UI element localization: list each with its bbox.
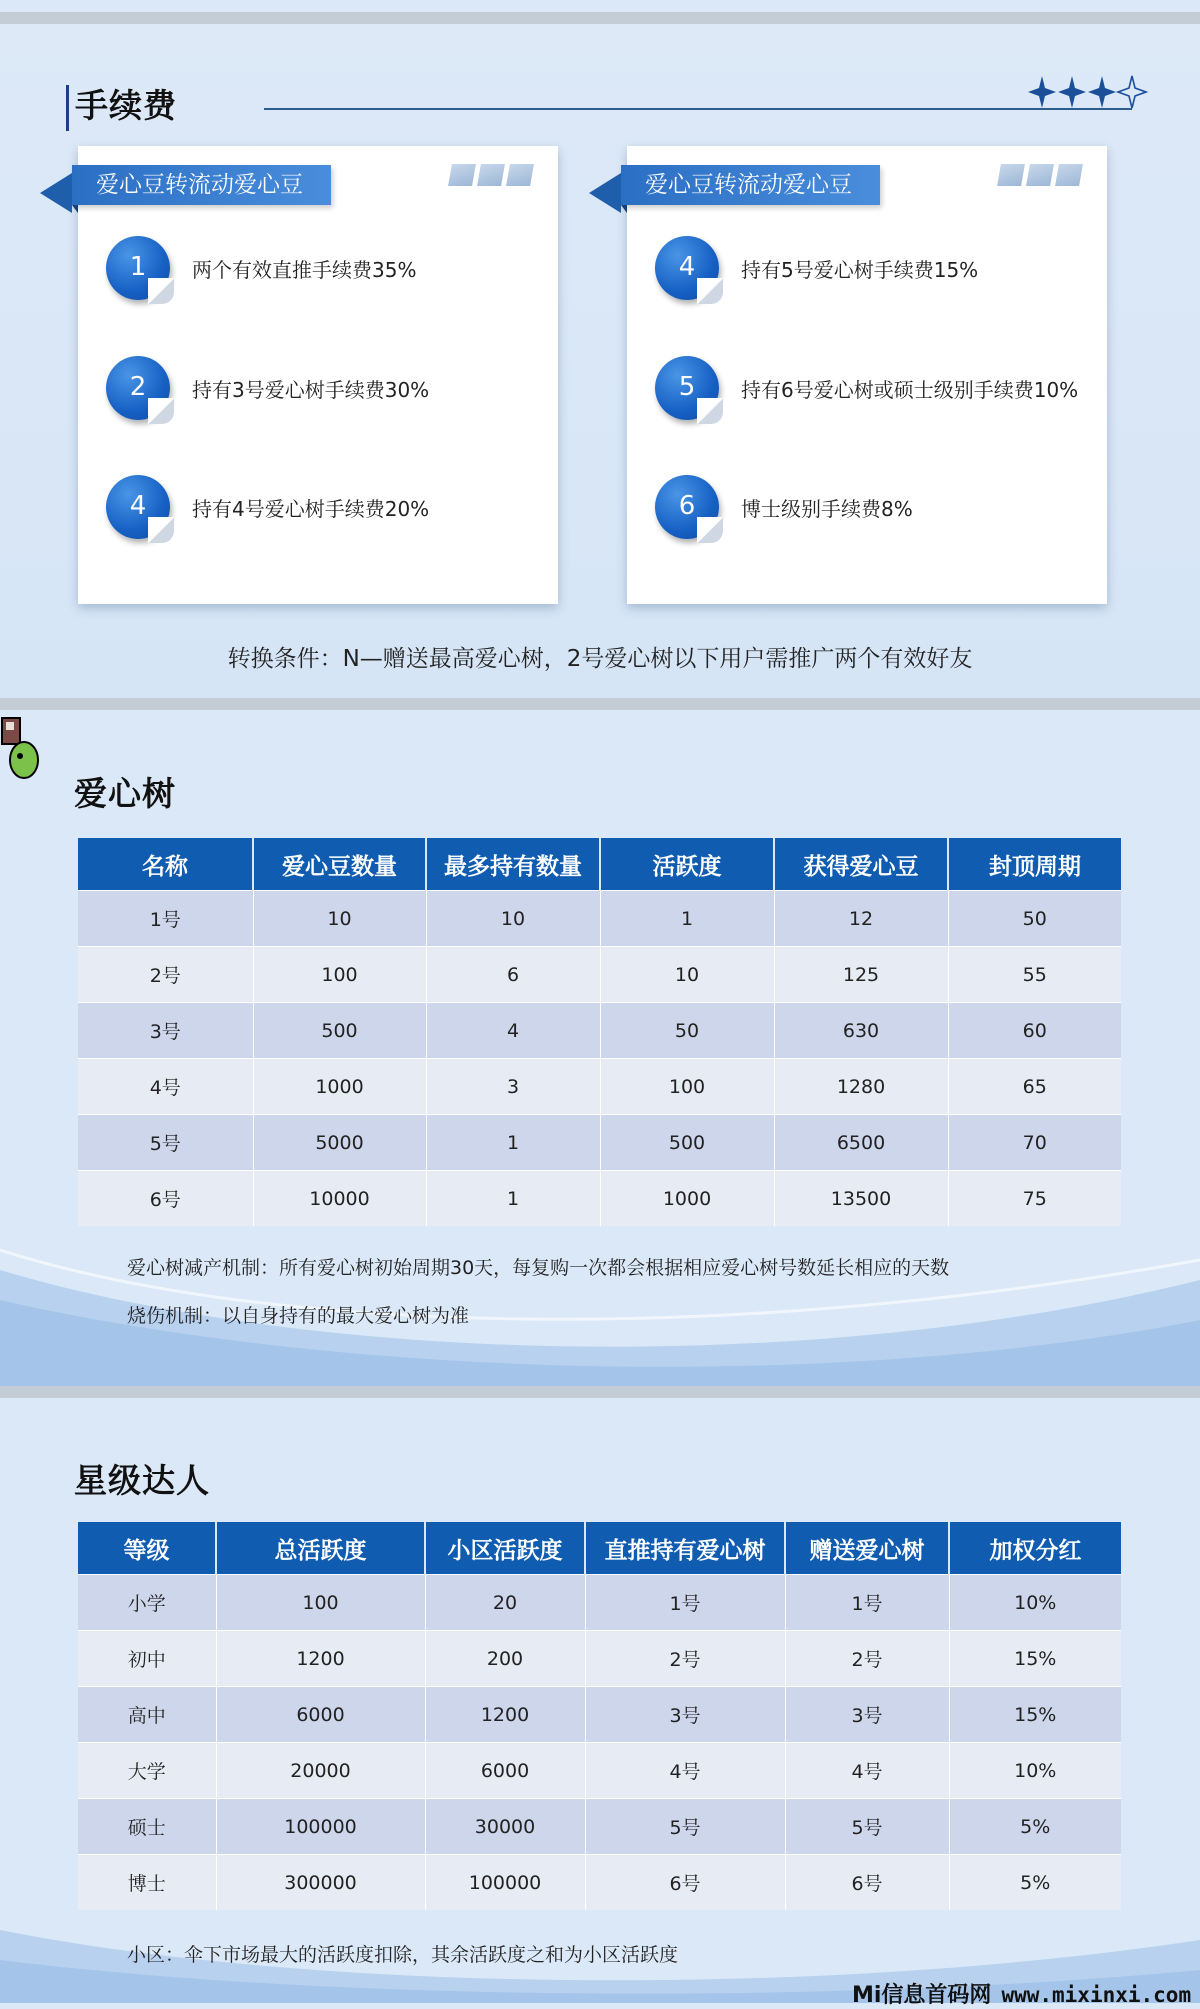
table-cell: 55: [948, 947, 1121, 1003]
conversion-note: 转换条件：N—赠送最高爱心树，2号爱心树以下用户需推广两个有效好友: [227, 646, 973, 672]
stars-icon: [1028, 72, 1158, 112]
number-badge: 5: [655, 356, 719, 420]
column-header: 爱心豆数量: [253, 838, 426, 891]
table-cell: 100000: [216, 1799, 425, 1855]
table-cell: 100: [253, 947, 426, 1003]
fee-item-text: 持有6号爱心树或硕士级别手续费10%: [741, 378, 1079, 402]
table-cell: 6号: [78, 1171, 253, 1227]
table-cell: 100000: [425, 1855, 585, 1911]
table-row: [78, 891, 1121, 947]
district-note: 小区：伞下市场最大的活跃度扣除，其余活跃度之和为小区活跃度: [127, 1944, 679, 1966]
table-cell: 5%: [949, 1855, 1121, 1911]
fee-item: [106, 475, 546, 545]
table-cell: 630: [774, 1003, 948, 1059]
number-badge: 4: [655, 236, 719, 300]
table-cell: 10%: [949, 1575, 1121, 1631]
ribbon-fold-shadow: [621, 205, 627, 213]
number-badge: 4: [106, 475, 170, 539]
column-header: 活跃度: [600, 838, 774, 891]
table-header-row: [78, 838, 1121, 891]
table-cell: 100: [216, 1575, 425, 1631]
table-cell: 1: [600, 891, 774, 947]
table-cell: 5%: [949, 1799, 1121, 1855]
table-cell: 20: [425, 1575, 585, 1631]
table-cell: 500: [253, 1003, 426, 1059]
fee-item-text: 持有4号爱心树手续费20%: [192, 497, 430, 521]
watermark-url: www.mixinxi.com: [1001, 1983, 1192, 2007]
table-cell: 6500: [774, 1115, 948, 1171]
fee-item: [655, 236, 1095, 306]
column-header: 最多持有数量: [426, 838, 600, 891]
table-cell: 初中: [78, 1631, 216, 1687]
table-row: [78, 1003, 1121, 1059]
table-cell: 4号: [785, 1743, 949, 1799]
table-cell: 1280: [774, 1059, 948, 1115]
tree-table: [78, 838, 1121, 1226]
table-cell: 70: [948, 1115, 1121, 1171]
table-cell: 15%: [949, 1631, 1121, 1687]
fees-title: 手续费: [75, 86, 177, 125]
fee-card-1: [78, 146, 558, 604]
table-cell: 10: [253, 891, 426, 947]
table-cell: 1200: [425, 1687, 585, 1743]
column-header: 赠送爱心树: [785, 1522, 949, 1575]
table-cell: 硕士: [78, 1799, 216, 1855]
top-divider: [0, 12, 1200, 24]
table-row: [78, 1171, 1121, 1227]
column-header: 加权分红: [949, 1522, 1121, 1575]
table-cell: 200: [425, 1631, 585, 1687]
table-cell: 1: [426, 1171, 600, 1227]
table-cell: 75: [948, 1171, 1121, 1227]
column-header: 等级: [78, 1522, 216, 1575]
fee-card-2-tag-label: 爱心豆转流动爱心豆: [645, 172, 852, 198]
section-divider: [0, 1386, 1200, 1398]
table-cell: 2号: [785, 1631, 949, 1687]
table-cell: 4号: [78, 1059, 253, 1115]
star-title: 星级达人: [74, 1461, 210, 1500]
column-header: 名称: [78, 838, 253, 891]
table-header-row: [78, 1522, 1121, 1575]
fee-card-1-tag: [72, 165, 331, 205]
table-cell: 5号: [78, 1115, 253, 1171]
tree-burn-note: 烧伤机制：以自身持有的最大爱心树为准: [127, 1305, 470, 1327]
fee-card-2: [627, 146, 1107, 604]
table-cell: 小学: [78, 1575, 216, 1631]
table-cell: 2号: [585, 1631, 785, 1687]
table-row: [78, 1115, 1121, 1171]
column-header: 直推持有爱心树: [585, 1522, 785, 1575]
table-cell: 4: [426, 1003, 600, 1059]
section-divider: [0, 698, 1200, 710]
table-row: [78, 1687, 1121, 1743]
fee-item: [106, 236, 546, 306]
table-row: [78, 947, 1121, 1003]
table-cell: 4号: [585, 1743, 785, 1799]
table-cell: 500: [600, 1115, 774, 1171]
number-badge: 1: [106, 236, 170, 300]
table-row: [78, 1059, 1121, 1115]
watermark: [852, 1978, 1191, 2009]
table-cell: 50: [948, 891, 1121, 947]
column-header: 获得爱心豆: [774, 838, 948, 891]
table-cell: 6000: [425, 1743, 585, 1799]
table-cell: 60: [948, 1003, 1121, 1059]
table-cell: 65: [948, 1059, 1121, 1115]
table-row: [78, 1799, 1121, 1855]
table-cell: 13500: [774, 1171, 948, 1227]
fee-item-text: 持有3号爱心树手续费30%: [192, 378, 430, 402]
table-cell: 1200: [216, 1631, 425, 1687]
table-row: [78, 1631, 1121, 1687]
number-badge: 6: [655, 475, 719, 539]
table-cell: 10: [426, 891, 600, 947]
table-cell: 15%: [949, 1687, 1121, 1743]
fees-title-bar: [66, 85, 69, 131]
fee-item: [106, 356, 546, 426]
table-cell: 5号: [585, 1799, 785, 1855]
table-cell: 博士: [78, 1855, 216, 1911]
fee-item: [655, 356, 1095, 426]
tree-title: 爱心树: [74, 774, 176, 813]
table-cell: 6: [426, 947, 600, 1003]
fee-item: [655, 475, 1095, 545]
watermark-brand: Mi信息首码网: [852, 1983, 992, 2008]
table-cell: 10%: [949, 1743, 1121, 1799]
table-cell: 12: [774, 891, 948, 947]
decor-squares-icon: [994, 164, 1081, 190]
table-cell: 高中: [78, 1687, 216, 1743]
table-cell: 30000: [425, 1799, 585, 1855]
table-row: [78, 1743, 1121, 1799]
ribbon-fold: [40, 173, 72, 213]
table-cell: 125: [774, 947, 948, 1003]
ribbon-fold-shadow: [72, 205, 78, 213]
table-cell: 大学: [78, 1743, 216, 1799]
table-row: [78, 1855, 1121, 1911]
table-cell: 6号: [785, 1855, 949, 1911]
decor-squares-icon: [445, 164, 532, 190]
fee-item-text: 持有5号爱心树手续费15%: [741, 258, 979, 282]
fees-title-line: [264, 108, 1132, 110]
table-cell: 1000: [600, 1171, 774, 1227]
table-cell: 50: [600, 1003, 774, 1059]
table-cell: 2号: [78, 947, 253, 1003]
tree-reduction-note: 爱心树减产机制：所有爱心树初始周期30天，每复购一次都会根据相应爱心树号数延长相应的天数: [127, 1257, 950, 1279]
table-cell: 1: [426, 1115, 600, 1171]
fee-item-text: 博士级别手续费8%: [741, 497, 913, 521]
table-cell: 1号: [585, 1575, 785, 1631]
table-cell: 3号: [785, 1687, 949, 1743]
number-badge: 2: [106, 356, 170, 420]
fee-card-1-tag-label: 爱心豆转流动爱心豆: [96, 172, 303, 198]
column-header: 总活跃度: [216, 1522, 425, 1575]
table-cell: 20000: [216, 1743, 425, 1799]
table-cell: 1号: [78, 891, 253, 947]
table-cell: 1号: [785, 1575, 949, 1631]
fee-item-text: 两个有效直推手续费35%: [192, 258, 417, 282]
table-cell: 5000: [253, 1115, 426, 1171]
table-cell: 10000: [253, 1171, 426, 1227]
table-cell: 100: [600, 1059, 774, 1115]
fee-card-2-tag: [621, 165, 880, 205]
star-table: [78, 1522, 1121, 1910]
table-row: [78, 1575, 1121, 1631]
table-cell: 10: [600, 947, 774, 1003]
table-cell: 300000: [216, 1855, 425, 1911]
table-cell: 3号: [585, 1687, 785, 1743]
ribbon-fold: [589, 173, 621, 213]
table-cell: 6号: [585, 1855, 785, 1911]
column-header: 封顶周期: [948, 838, 1121, 891]
table-cell: 6000: [216, 1687, 425, 1743]
mascot-icon: [0, 712, 46, 788]
table-cell: 3: [426, 1059, 600, 1115]
table-cell: 3号: [78, 1003, 253, 1059]
column-header: 小区活跃度: [425, 1522, 585, 1575]
table-cell: 1000: [253, 1059, 426, 1115]
table-cell: 5号: [785, 1799, 949, 1855]
